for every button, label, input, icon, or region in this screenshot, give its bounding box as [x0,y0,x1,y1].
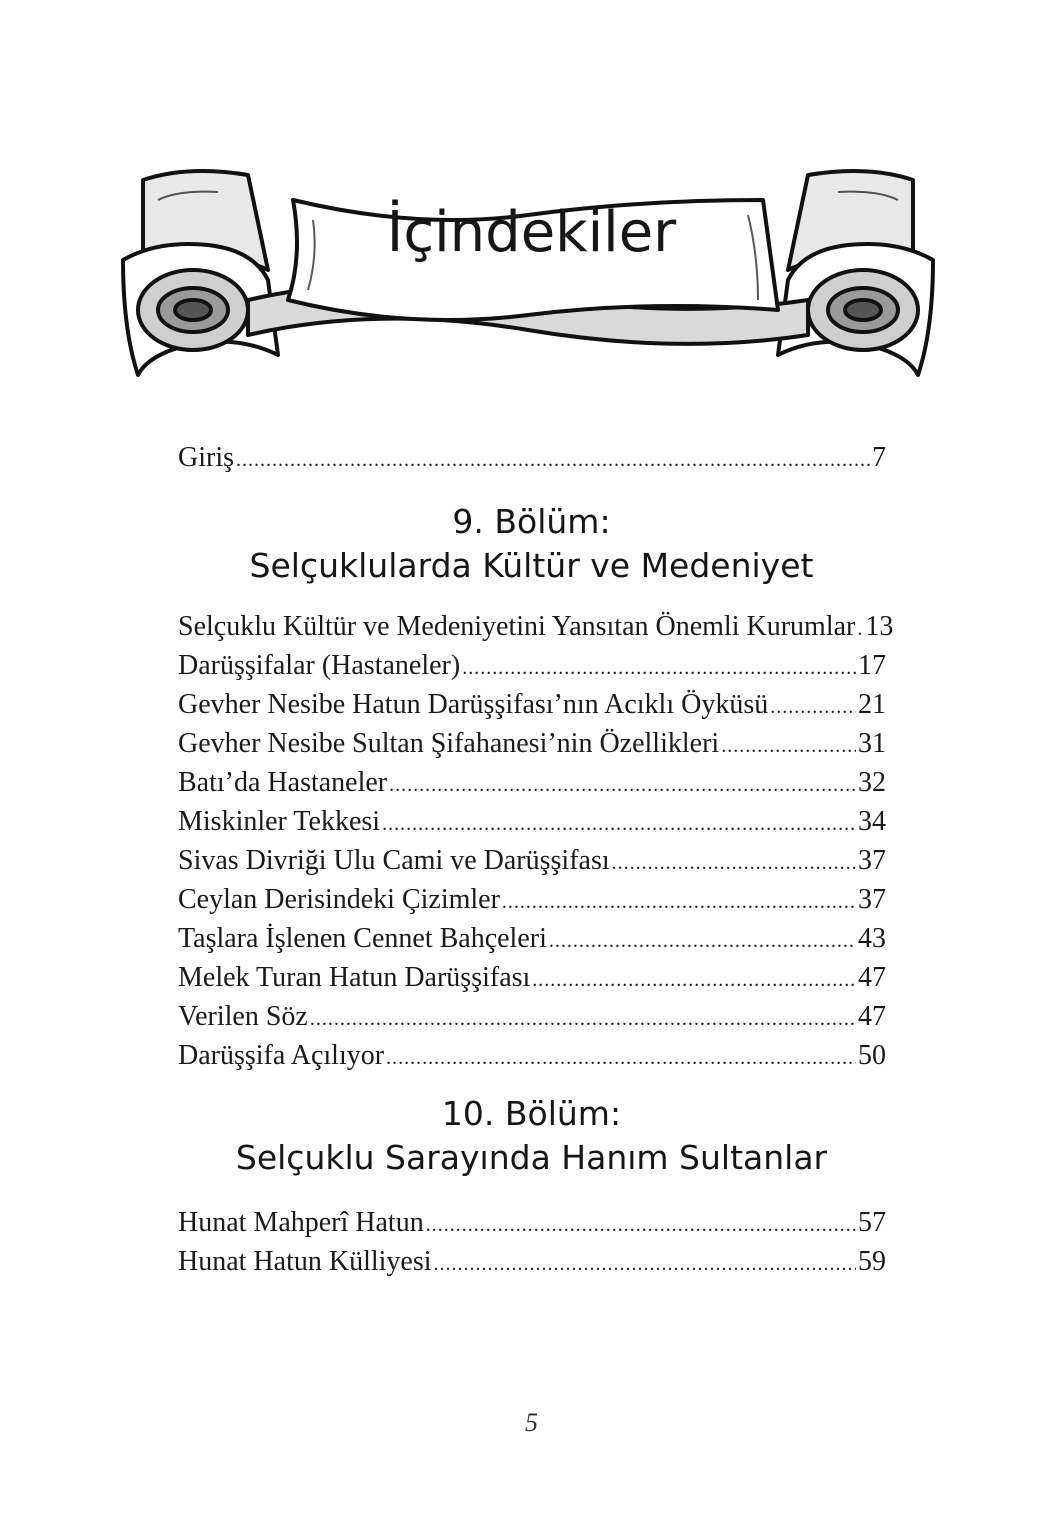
toc-entry-title: Miskinler Tekkesi [178,806,381,837]
toc-entry-title: Darüşşifalar (Hastaneler) [178,650,461,681]
scroll-banner-illustration [118,160,938,385]
toc-entry[interactable] [178,724,886,763]
dot-leader [310,997,856,1039]
toc-entry-title: Hunat Hatun Külliyesi [178,1246,432,1277]
toc-entry-title: Taşlara İşlenen Cennet Bahçeleri [178,923,547,954]
dot-leader [386,1036,856,1078]
dot-leader [389,763,856,805]
toc-entry[interactable] [178,763,886,802]
dot-leader [426,1203,856,1245]
toc-entry-page: 59 [858,1246,886,1277]
dot-leader [236,438,870,480]
toc-entry-page: 32 [858,767,886,798]
dot-leader [434,1242,856,1284]
toc-entry[interactable] [178,958,886,997]
toc-entry-title: Ceylan Derisindeki Çizimler [178,884,500,915]
toc-entry-page: 13 [865,611,894,642]
dot-leader [462,646,856,688]
dot-leader [721,724,856,766]
chapter-number: 9. Bölüm: [452,502,611,541]
toc-entry[interactable] [178,841,886,880]
toc-entry-page: 37 [858,884,886,915]
toc-entry[interactable] [178,685,886,724]
toc-entry-page: 17 [858,650,886,681]
toc-entry[interactable] [178,1036,886,1075]
toc-entry[interactable] [178,997,886,1036]
toc-entry-page: 37 [858,845,886,876]
toc-list [178,1203,886,1281]
dot-leader [382,802,856,844]
toc-list [178,607,894,1075]
toc-entry-page: 7 [872,442,886,473]
toc-entry-title: Darüşşifa Açılıyor [178,1040,385,1071]
toc-entry[interactable] [178,802,886,841]
toc-entry-title: Melek Turan Hatun Darüşşifası [178,962,531,993]
dot-leader [770,685,856,727]
chapter-subtitle: Selçuklularda Kültür ve Medeniyet [249,546,814,585]
dot-leader [502,880,856,922]
dot-leader [549,919,856,961]
toc-intro [178,438,886,477]
toc-entry-title: Giriş [178,442,234,473]
toc-entry-title: Hunat Mahperî Hatun [178,1207,424,1238]
chapter-heading [120,1092,943,1180]
toc-entry[interactable] [178,607,894,646]
toc-entry[interactable] [178,438,886,477]
toc-entry-title: Verilen Söz [178,1001,308,1032]
toc-entry-title: Sivas Divriği Ulu Cami ve Darüşşifası [178,845,610,876]
page-title: İçindekiler [386,200,677,265]
chapter-subtitle: Selçuklu Sarayında Hanım Sultanlar [235,1138,828,1177]
dot-leader [612,841,856,883]
toc-entry-page: 47 [858,962,886,993]
toc-entry[interactable] [178,1242,886,1281]
toc-entry-title: Batı’da Hastaneler [178,767,388,798]
toc-entry[interactable] [178,919,886,958]
toc-entry[interactable] [178,1203,886,1242]
toc-entry-page: 31 [858,728,886,759]
toc-entry-title: Gevher Nesibe Sultan Şifahanesi’nin Özellikleri [178,728,720,759]
toc-entry-page: 34 [858,806,886,837]
dot-leader [532,958,856,1000]
toc-entry[interactable] [178,646,886,685]
dot-leader [857,607,863,649]
scroll-banner [118,160,938,385]
toc-entry-page: 43 [858,923,886,954]
toc-entry-title: Gevher Nesibe Hatun Darüşşifası’nın Acıklı Öyküsü [178,689,769,720]
toc-entry-page: 57 [858,1207,886,1238]
toc-entry-page: 50 [858,1040,886,1071]
toc-entry-page: 47 [858,1001,886,1032]
toc-entry[interactable] [178,880,886,919]
chapter-heading [120,500,943,588]
toc-entry-title: Selçuklu Kültür ve Medeniyetini Yansıtan Önemli Kurumlar [178,611,856,642]
page-number: 5 [525,1408,538,1437]
toc-entry-page: 21 [858,689,886,720]
chapter-number: 10. Bölüm: [441,1094,622,1133]
